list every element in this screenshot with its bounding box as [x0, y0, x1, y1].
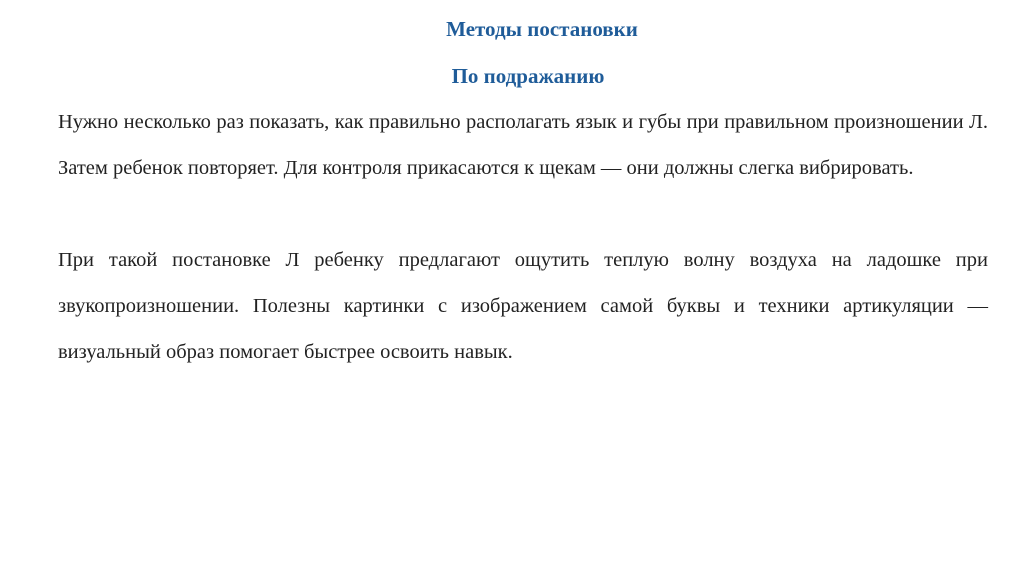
page-subtitle: По подражанию — [451, 64, 605, 88]
paragraph-2: При такой постановке Л ребенку предлагают ощутить теплую волну воздуха на ладошке при звукопроизношении. Полезны картинки с изображением самой буквы и техники артикуляции — визуальный образ помогает быстрее освоить навык. — [58, 249, 988, 363]
page-title: Методы постановки — [446, 17, 638, 41]
paragraph-1-block — [58, 99, 988, 191]
paragraph-2-block — [58, 237, 988, 375]
paragraph-1: Нужно несколько раз показать, как правильно располагать язык и губы при правильном произношении Л. Затем ребенок повторяет. Для контроля прикасаются к щекам — они должны слегка вибрировать. — [58, 111, 988, 179]
